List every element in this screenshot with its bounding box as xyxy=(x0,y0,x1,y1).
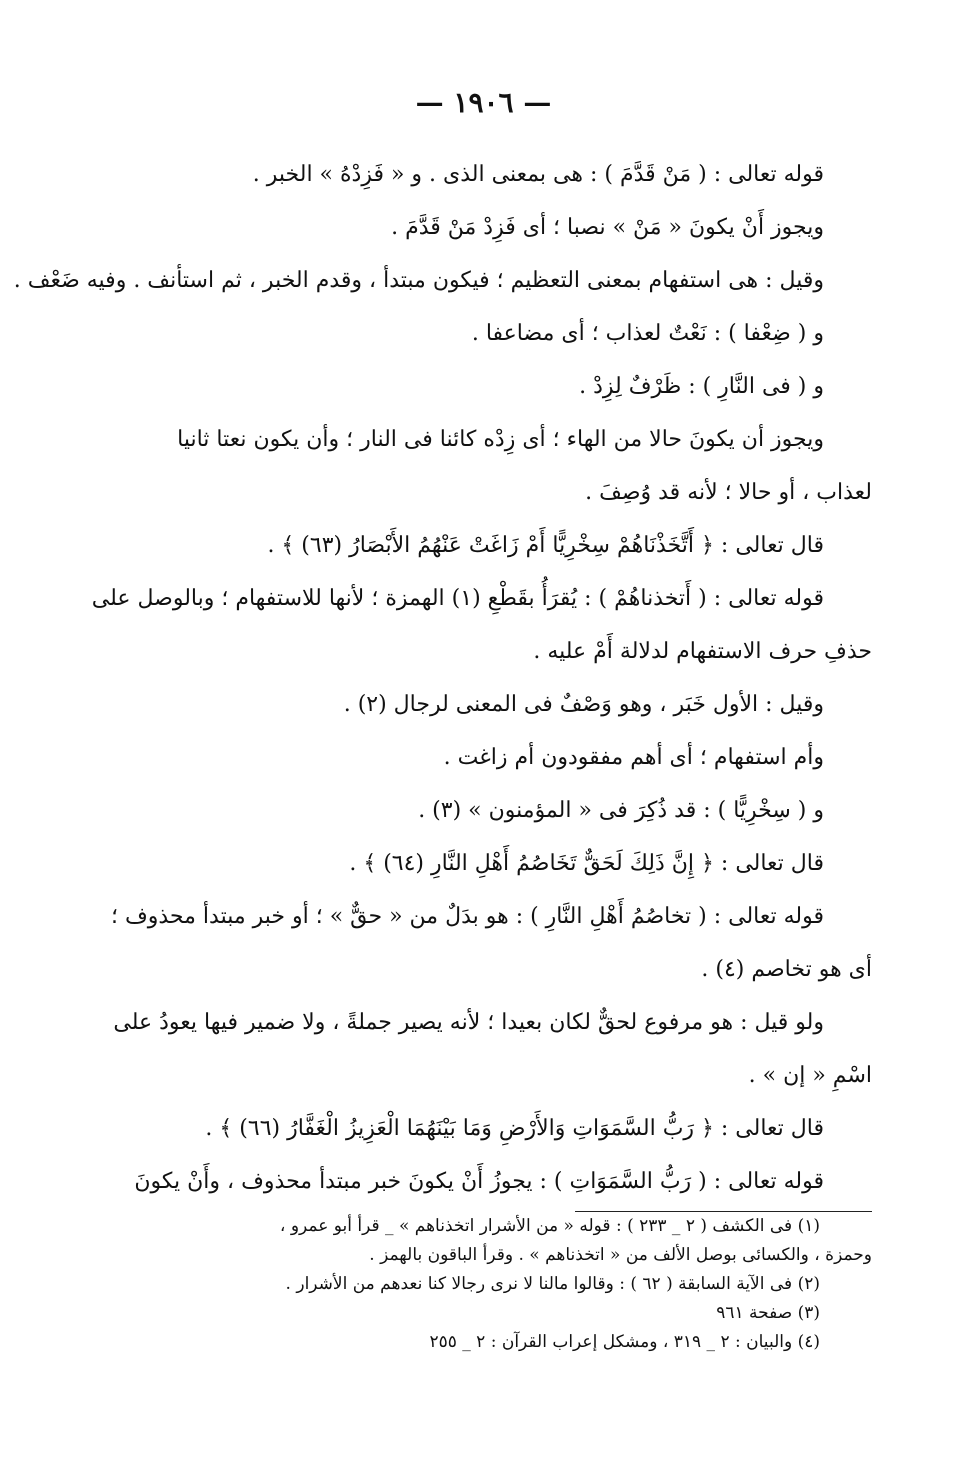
verse-line: قال تعالى : ﴿ رَبُّ السَّمَوَاتِ وَالأَرْضِ وَمَا بَيْنَهُمَا الْعَزِيزُ الْغَفَّارُ (٦٦) ﴾ . xyxy=(205,1116,824,1141)
text-line: ولو قيل : هو مرفوع لحقٌّ لكان بعيدا ؛ لأنه يصير جملةً ، ولا ضمير فيها يعودُ على xyxy=(113,1010,824,1035)
text-line: لعذاب ، أو حالا ؛ لأنه قد وُصِفَ . xyxy=(585,480,872,505)
text-line: و ( ضِعْفا ) : نَعْتٌ لعذاب ؛ أى مضاعفا . xyxy=(471,321,824,346)
text-line: قوله تعالى : ( أَتخذناهُمْ ) : يُقرَأُ بقَطْعِ (١) الهمزة ؛ لأنها للاستفهام ؛ وبالوصل على xyxy=(91,586,824,611)
text-line: اسْمِ « إن » . xyxy=(748,1063,872,1088)
text-line: ويجوز أَنْ يكونَ « مَنْ » نصبا ؛ أى فَزِدْ مَنْ قَدَّمَ . xyxy=(391,215,824,240)
text-line: ويجوز أن يكونَ حالا من الهاء ؛ أى زِدْه كائنا فى النار ؛ وأن يكون نعتا ثانيا xyxy=(177,427,824,452)
page-number: — ١٩٠٦ — xyxy=(415,86,552,119)
footnotes xyxy=(92,1212,872,1357)
footnote: (٢) فى الآية السابقة ( ٦٢ ) : وقالوا مالنا لا نرى رجالا كنا نعدهم من الأشرار . xyxy=(285,1274,820,1294)
text-line: وقيل : هى استفهام بمعنى التعظيم ؛ فيكون مبتدأ ، وقدم الخبر ، ثم استأنف . وفيه ضَعْف . xyxy=(13,268,824,293)
footnote: (٤) والبيان : ٢ _ ٣١٩ ، ومشكل إعراب القرآن : ٢ _ ٢٥٥ xyxy=(429,1332,820,1352)
text-line: قوله تعالى : ( مَنْ قَدَّمَ ) : هى بمعنى الذى . و « فَزِدْهُ » الخبر . xyxy=(252,162,824,187)
verse-line: قال تعالى : ﴿ أَتَّخَذْنَاهُمْ سِخْرِيًّا أَمْ زَاغَتْ عَنْهُمُ الأَبْصَارُ (٦٣) ﴾ . xyxy=(267,533,824,558)
text-line: و ( سِخْرِيًّا ) : قد ذُكِرَ فى « المؤمنون » (٣) . xyxy=(418,798,824,823)
text-line: وقيل : الأول خَبَر ، وهو وَصْفٌ فى المعنى لرجال (٢) . xyxy=(343,692,824,717)
text-line: قوله تعالى : ( تخاصُمُ أَهْلِ النَّارِ ) : هو بدَلٌ من « حقٌّ » ؛ أو خبر مبتدأ محذوف ؛ xyxy=(110,904,824,929)
footnote: (٣) صفحة ٩٦١ xyxy=(716,1303,820,1323)
text-line: وأم استفهام ؛ أى أهم مفقودون أم زاغت . xyxy=(443,745,824,770)
verse-line: قال تعالى : ﴿ إِنَّ ذَلِكَ لَحَقٌّ تَخَاصُمُ أَهْلِ النَّارِ (٦٤) ﴾ . xyxy=(349,851,824,876)
body-text xyxy=(13,148,872,1208)
footnote: (١) فى الكشف ( ٢ _ ٢٣٣ ) : قوله « من الأشرار اتخذناهم » _ قرأ أبو عمرو ، xyxy=(279,1216,820,1236)
text-line: و ( فى النَّارِ ) : ظَرْفٌ لِزِدْ . xyxy=(579,374,824,399)
text-line: أى هو تخاصم (٤) . xyxy=(701,957,872,982)
text-line: قوله تعالى : ( رَبُّ السَّمَوَاتِ ) : يجوزُ أَنْ يكونَ خبر مبتدأ محذوف ، وأَنْ يكونَ xyxy=(134,1169,824,1194)
text-line: حذفِ حرف الاستفهام لدلالة أَمْ عليه . xyxy=(533,639,872,664)
footnote: وحمزة ، والكسائى بوصل الألف من « اتخذناهم » . وقرأ الباقون بالهمز . xyxy=(369,1245,872,1265)
